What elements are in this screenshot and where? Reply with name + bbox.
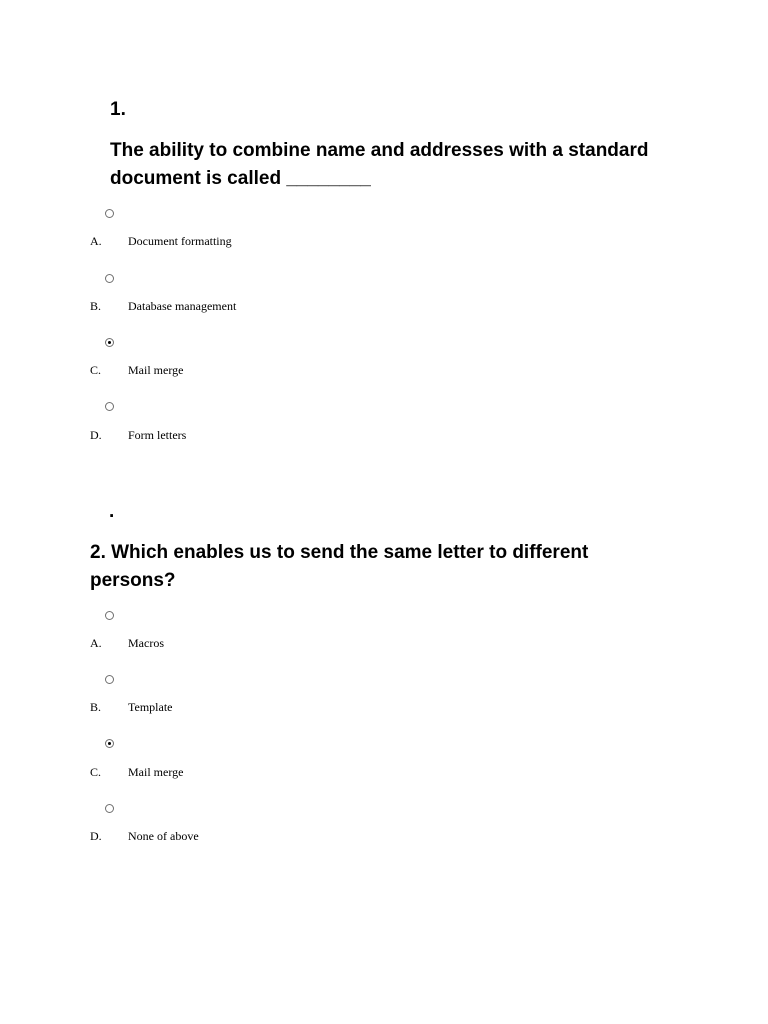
question-2-option-a-text: Macros [128, 636, 164, 650]
question-2-option-a-radio[interactable] [105, 611, 114, 620]
question-1-option-d-text: Form letters [128, 428, 187, 442]
question-2-option-d-letter: D. [90, 829, 102, 843]
question-2-option-b-radio[interactable] [105, 675, 114, 684]
question-1-option-a-letter: A. [90, 234, 102, 248]
question-2-option-b-letter: B. [90, 700, 102, 714]
question-2-text: 2. Which enables us to send the same letter to different persons? [90, 542, 589, 591]
question-1-option-a-text: Document formatting [128, 234, 232, 248]
question-2-option-b-text: Template [128, 700, 173, 714]
question-2-option-c-letter: C. [90, 765, 102, 779]
question-1-option-c-radio[interactable] [105, 338, 114, 347]
question-1-option-a-radio[interactable] [105, 209, 114, 218]
question-1-option-b-text: Database management [128, 299, 237, 313]
question-2-option-d-radio[interactable] [105, 804, 114, 813]
question-2-option-d-text: None of above [128, 829, 199, 843]
question-1-option-d-radio[interactable] [105, 402, 114, 411]
question-1-option-d-letter: D. [90, 428, 102, 442]
separator-dot: . [109, 501, 115, 522]
question-1-option-c-text: Mail merge [128, 363, 184, 377]
question-1-text: The ability to combine name and addresses with a standard document is called ________ [110, 140, 649, 189]
question-1-option-c-letter: C. [90, 363, 102, 377]
question-1-option-b-radio[interactable] [105, 274, 114, 283]
question-2-option-c-radio[interactable] [105, 739, 114, 748]
question-1-option-b-letter: B. [90, 299, 102, 313]
question-2-option-c-text: Mail merge [128, 765, 184, 779]
question-1-number: 1. [110, 99, 126, 120]
question-2-option-a-letter: A. [90, 636, 102, 650]
